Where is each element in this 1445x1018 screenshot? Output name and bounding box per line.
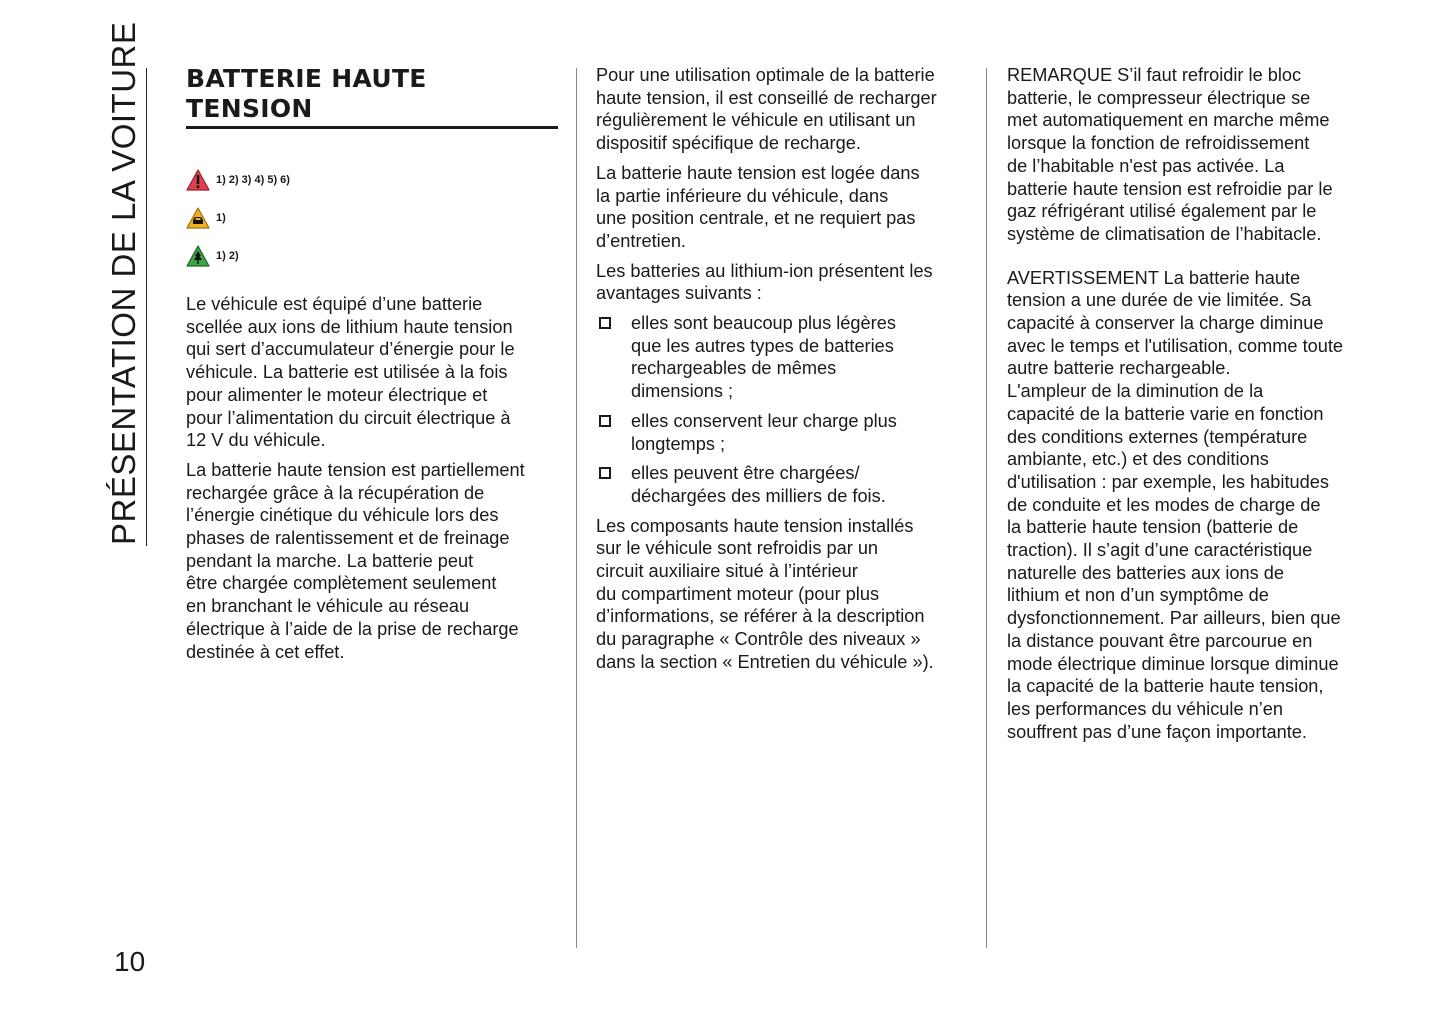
list-item-text: elles sont beaucoup plus légères que les autres types de batteries rechargeables de mêmes dimensions ; <box>631 313 896 402</box>
list-item-text: elles conservent leur charge plus longtemps ; <box>631 410 897 454</box>
list-item <box>596 312 972 403</box>
warning-row <box>186 161 558 199</box>
section-title-vertical: PRÉSENTATION DE LA VOITURE <box>105 21 142 545</box>
warning-paragraph: AVERTISSEMENT La batterie haute tension a une durée de vie limitée. Sa capacité à conserver la charge diminue avec le temps et l'utilisation, comme toute autre batterie rechargeable. L'ampleur de la diminution de la capacité de la batterie varie en fonction des conditions externes (température ambiante, etc.) et des conditions d'utilisation : par exemple, les habitudes de conduite et les modes de charge de la batterie haute tension (batterie de traction). Il s’agit d’une caractéristique naturelle des batteries aux ions de lithium et non d’un symptôme de dysfonctionnement. Par ailleurs, bien que la distance pouvant être parcourue en mode électrique diminue lorsque diminue la capacité de la batterie haute tension, les performances du véhicule n’en souffrent pas d’une façon importante. <box>1007 267 1344 742</box>
column-divider <box>986 68 987 948</box>
warning-icons <box>186 161 558 275</box>
warning-refs: 1) 2) <box>216 249 239 262</box>
list-item-text: elles peuvent être chargées/ déchargées des milliers de fois. <box>631 463 886 506</box>
list-item <box>596 410 972 455</box>
list-item <box>596 462 972 507</box>
paragraph: La batterie haute tension est logée dans la partie inférieure du véhicule, dans une position centrale, et ne requiert pas d’entretien. <box>596 162 920 251</box>
remark-paragraph: REMARQUE S’il faut refroidir le bloc batterie, le compresseur électrique se met automatiquement en marche même lorsque la fonction de refroidissement de l’habitable n'est pas activée. La batterie haute tension est refroidie par le gaz réfrigérant utilisé également par le système de climatisation de l’habitacle. <box>1007 65 1333 244</box>
warning-refs: 1) <box>216 211 226 224</box>
paragraph: La batterie haute tension est partiellement rechargée grâce à la récupération de l’énergie cinétique du véhicule lors des phases de ralentissement et de freinage pendant la marche. La batterie peut être chargée complètement seulement en branchant le véhicule au réseau électrique à l’aide de la prise de recharge destinée à cet effet. <box>186 459 525 662</box>
page-number: 10 <box>114 946 146 977</box>
checkbox-bullet-icon <box>599 317 611 329</box>
environment-tree-icon <box>186 245 210 267</box>
column-divider <box>576 68 577 948</box>
warning-row <box>186 199 558 237</box>
advantages-list <box>596 312 972 508</box>
paragraph: Les composants haute tension installés sur le véhicule sont refroidis par un circuit auxiliaire situé à l’intérieur du compartiment moteur (pour plus d’informations, se référer à la description du paragraphe « Contrôle des niveaux » dans la section « Entretien du véhicule »). <box>596 515 934 672</box>
paragraph: Le véhicule est équipé d’une batterie scellée aux ions de lithium haute tension qui sert d’accumulateur d’énergie pour le véhicule. La batterie est utilisée à la fois pour alimenter le moteur électrique et pour l’alimentation du circuit électrique à 12 V du véhicule. <box>186 294 515 451</box>
column-1 <box>186 64 558 670</box>
page-title <box>186 64 558 129</box>
column-2 <box>596 64 972 681</box>
paragraph: Pour une utilisation optimale de la batterie haute tension, il est conseillé de recharger régulièrement le véhicule en utilisant un dispositif spécifique de recharge. <box>596 65 937 154</box>
car-warning-icon <box>186 207 210 229</box>
warning-row <box>186 237 558 275</box>
paragraph: Les batteries au lithium-ion présentent les avantages suivants : <box>596 260 933 304</box>
checkbox-bullet-icon <box>599 467 611 479</box>
danger-warning-icon <box>186 169 210 191</box>
page-title-text: BATTERIE HAUTE TENSION <box>186 64 427 123</box>
side-divider <box>146 68 147 546</box>
warning-refs: 1) 2) 3) 4) 5) 6) <box>216 173 290 186</box>
checkbox-bullet-icon <box>599 415 611 427</box>
column-3 <box>1007 64 1383 750</box>
